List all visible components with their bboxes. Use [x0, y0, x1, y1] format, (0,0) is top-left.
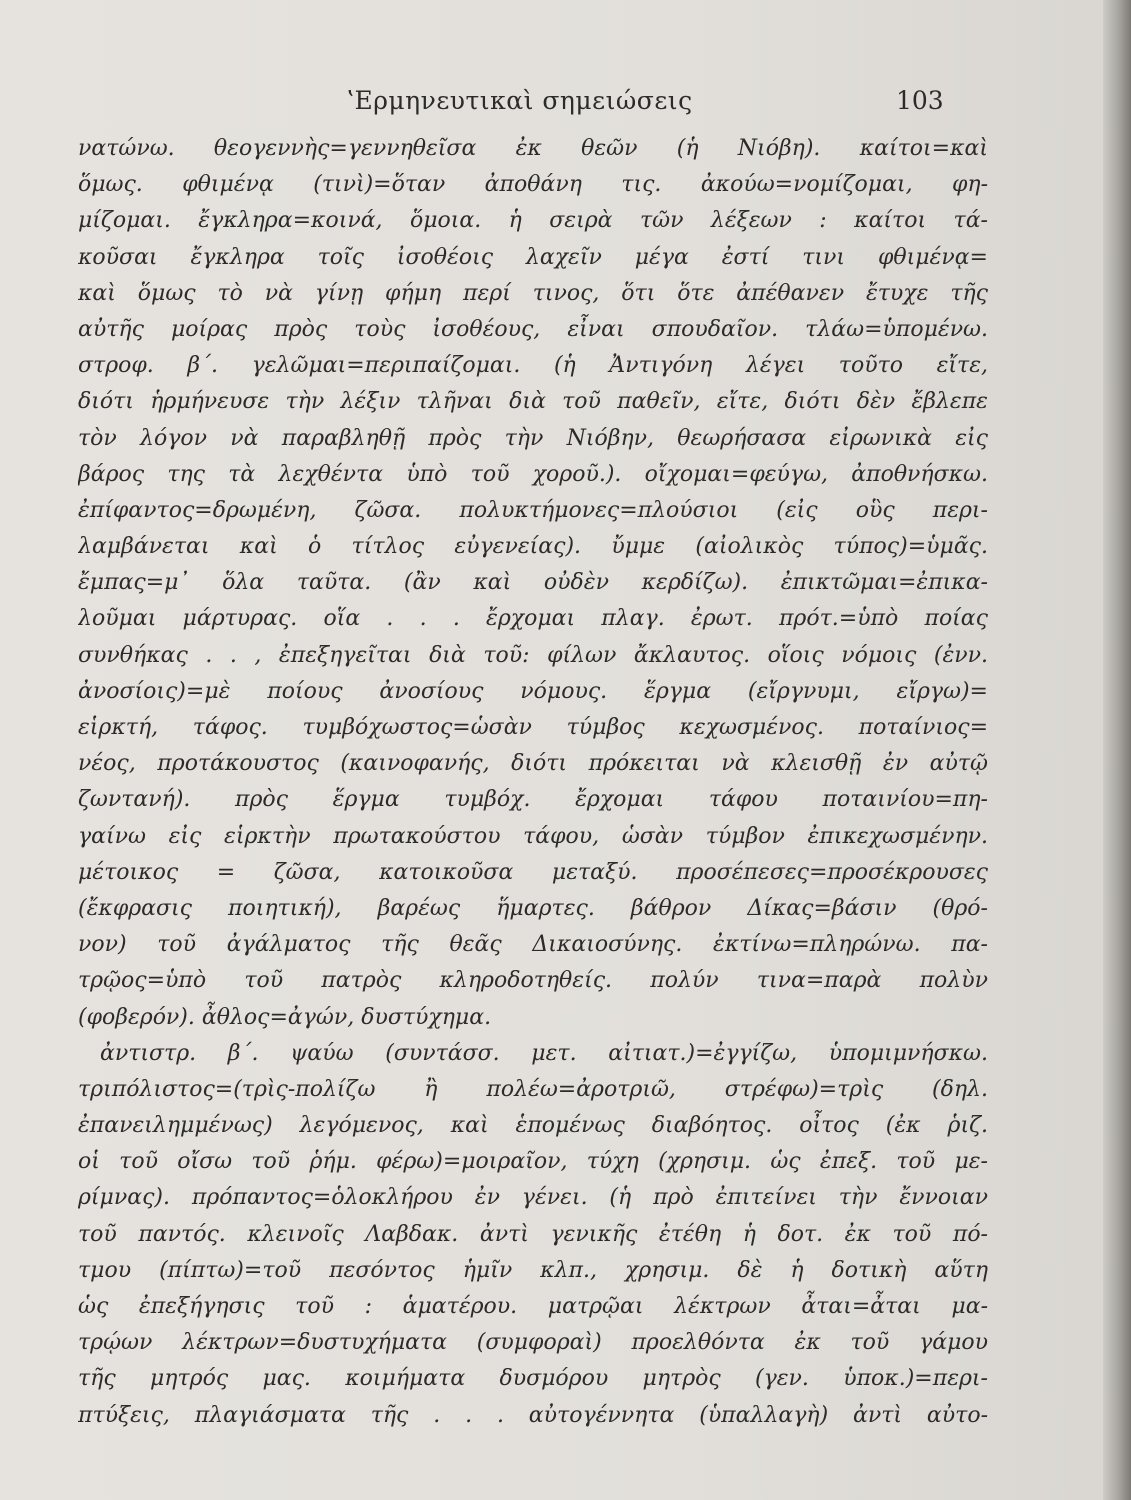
text-line: κοῦσαι ἔγκληρα τοῖς ἰσοθέοις λαχεῖν μέγα ἐστί τινι φθιμένᾳ= — [78, 244, 988, 270]
text-line: ἀντιστρ. β΄. ψαύω (συντάσσ. μετ. αἰτιατ.)=ἐγγίζω, ὑπομιμνήσκω. — [100, 1040, 988, 1066]
text-line: νατώνω. θεογεννὴς=γεννηθεῖσα ἐκ θεῶν (ἡ Νιόβη). καίτοι=καὶ — [78, 136, 988, 161]
text-line: ἐπανειλημμένως) λεγόμενος, καὶ ἑπομένως διαβόητος. οἶτος (ἐκ ῥιζ. — [78, 1113, 988, 1139]
text-line: καὶ ὅμως τὸ νὰ γίνῃ φήμη περί τινος, ὅτι ὅτε ἀπέθανεν ἔτυχε τῆς — [78, 280, 988, 306]
text-line: αὐτῆς μοίρας πρὸς τοὺς ἰσοθέους, εἶναι σπουδαῖον. τλάω=ὑπομένω. — [78, 316, 988, 342]
text-line: τρῷος=ὑπὸ τοῦ πατρὸς κληροδοτηθείς. πολύν τινα=παρὰ πολὺν — [78, 968, 988, 994]
text-line: στροφ. β΄. γελῶμαι=περιπαίζομαι. (ἡ Ἀντιγόνη λέγει τοῦτο εἴτε, — [78, 353, 988, 379]
text-line: λοῦμαι μάρτυρας. οἵα . . . ἔρχομαι πλαγ. ἐρωτ. πρότ.=ὑπὸ ποίας — [78, 606, 988, 632]
text-line: ζωντανή). πρὸς ἕργμα τυμβόχ. ἔρχομαι τάφου ποταινίου=πη- — [78, 787, 988, 813]
text-line: ὡς ἐπεξήγησις τοῦ : ἁματέρου. ματρῷαι λέκτρων ἆται=ἆται μα- — [78, 1294, 988, 1319]
text-line: εἱρκτή, τάφος. τυμβόχωστος=ὡσὰν τύμβος κεχωσμένος. ποταίνιος= — [78, 715, 988, 740]
text-line: ἔμπας=μ᾽ ὅλα ταῦτα. (ἂν καὶ οὐδὲν κερδίζω). ἐπικτῶμαι=ἐπικα- — [78, 570, 988, 596]
page-header — [0, 86, 1131, 126]
text-line: τρῴων λέκτρων=δυστυχήματα (συμφοραὶ) προελθόντα ἐκ τοῦ γάμου — [78, 1330, 988, 1356]
text-line: μίζομαι. ἔγκληρα=κοινά, ὅμοια. ἡ σειρὰ τῶν λέξεων : καίτοι τά- — [78, 208, 988, 234]
text-line: (φοβερόν). ἆθλος=ἀγών, δυστύχημα. — [78, 1004, 492, 1030]
text-line: τῆς μητρός μας. κοιμήματα δυσμόρου μητρὸς (γεν. ὑποκ.)=περι- — [78, 1366, 988, 1392]
text-line: ἐπίφαντος=δρωμένη, ζῶσα. πολυκτήμονες=πλούσιοι (εἰς οὓς περι- — [78, 497, 988, 523]
text-line: γαίνω εἰς εἱρκτὴν πρωτακούστου τάφου, ὡσὰν τύμβον ἐπικεχωσμένην. — [78, 823, 988, 849]
page-edge-shadow — [1103, 0, 1131, 1500]
text-line: βάρος της τὰ λεχθέντα ὑπὸ τοῦ χοροῦ.). οἴχομαι=φεύγω, ἀποθνήσκω. — [78, 461, 988, 487]
text-line: νέος, προτάκουστος (καινοφανής, διότι πρόκειται νὰ κλεισθῇ ἐν αὐτῷ — [78, 751, 988, 777]
text-line: τοῦ παντός. κλεινοῖς Λαβδακ. ἀντὶ γενικῆς ἐτέθη ἡ δοτ. ἐκ τοῦ πό- — [78, 1221, 988, 1247]
text-line: τμου (πίπτω)=τοῦ πεσόντος ἡμῖν κλπ., χρησιμ. δὲ ἡ δοτικὴ αὕτη — [78, 1257, 988, 1283]
text-line: οἱ τοῦ οἴσω τοῦ ῥήμ. φέρω)=μοιραῖον, τύχη (χρησιμ. ὡς ἐπεξ. τοῦ με- — [78, 1149, 988, 1175]
running-title: ʽΕρμηνευτικαὶ σημειώσεις — [346, 86, 693, 115]
text-line: λαμβάνεται καὶ ὁ τίτλος εὐγενείας). ὔμμε (αἰολικὸς τύπος)=ὑμᾶς. — [78, 534, 988, 560]
text-line: τριπόλιστος=(τρὶς-πολίζω ἢ πολέω=ἀροτριῶ, στρέφω)=τρὶς (δηλ. — [78, 1076, 988, 1102]
text-line: πτύξεις, πλαγιάσματα τῆς . . . αὐτογέννητα (ὑπαλλαγὴ) ἀντὶ αὐτο- — [78, 1402, 988, 1428]
text-line: ἀνοσίοις)=μὲ ποίους ἀνοσίους νόμους. ἕργμα (εἴργνυμι, εἴργω)= — [78, 678, 988, 704]
text-line: συνθήκας . . , ἐπεξηγεῖται διὰ τοῦ: φίλων ἄκλαυτος. οἵοις νόμοις (ἐνν. — [78, 642, 988, 668]
text-line: ὅμως. φθιμένᾳ (τινὶ)=ὅταν ἀποθάνη τις. ἀκούω=νομίζομαι, φη- — [78, 172, 988, 198]
text-line: ρίμνας). πρόπαντος=ὁλοκλήρου ἐν γένει. (ἡ πρὸ ἐπιτείνει τὴν ἔννοιαν — [78, 1185, 988, 1211]
text-line: μέτοικος = ζῶσα, κατοικοῦσα μεταξύ. προσέπεσες=προσέκρουσες — [78, 859, 988, 885]
commentary-text — [78, 131, 988, 1434]
text-line: νον) τοῦ ἀγάλματος τῆς θεᾶς Δικαιοσύνης. ἐκτίνω=πληρώνω. πα- — [78, 932, 988, 958]
text-line: διότι ἡρμήνευσε τὴν λέξιν τλῆναι διὰ τοῦ παθεῖν, εἴτε, διότι δὲν ἔβλεπε — [78, 389, 988, 415]
text-line: (ἔκφρασις ποιητική), βαρέως ἥμαρτες. βάθρον Δίκας=βάσιν (θρό- — [78, 895, 988, 921]
page-number: 103 — [896, 86, 944, 115]
text-line: τὸν λόγον νὰ παραβληθῇ πρὸς τὴν Νιόβην, θεωρήσασα εἰρωνικὰ εἰς — [78, 425, 988, 451]
